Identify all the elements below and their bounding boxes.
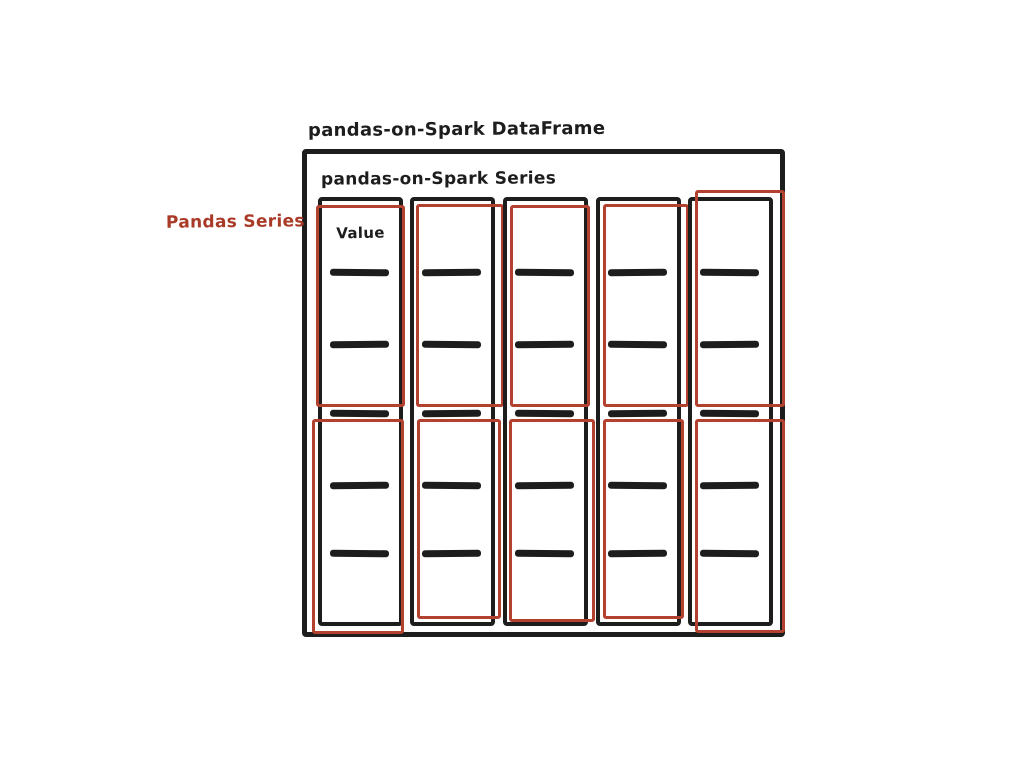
pandas-on-spark-series-label: pandas-on-Spark Series (320, 168, 557, 190)
row-dash (330, 341, 389, 349)
dataframe-column (318, 197, 403, 626)
row-dash (422, 550, 481, 558)
row-dash (422, 482, 481, 490)
row-dash (608, 482, 667, 490)
value-label: Value (336, 223, 385, 243)
row-dash (330, 269, 389, 277)
row-dash (515, 482, 574, 490)
dataframe-column (596, 197, 681, 626)
partition-outline-upper (603, 204, 689, 407)
partition-outline-upper (510, 205, 590, 407)
dataframe-title: pandas-on-Spark DataFrame (307, 117, 606, 142)
row-dash (330, 550, 389, 558)
row-dash (515, 341, 574, 349)
dataframe-column (503, 197, 588, 626)
partition-outline-upper (416, 204, 504, 407)
row-dash (608, 550, 667, 558)
row-dash (700, 341, 759, 349)
row-dash (330, 410, 389, 418)
row-dash (700, 482, 759, 490)
row-dash (422, 269, 481, 277)
row-dash (608, 269, 667, 277)
partition-outline-upper (695, 190, 785, 407)
partition-outline-lower (603, 419, 684, 619)
partition-outline-lower (417, 419, 501, 619)
row-dash (515, 550, 574, 558)
partition-outline-lower (312, 419, 404, 634)
row-dash (700, 550, 759, 558)
row-dash (422, 410, 481, 418)
row-dash (608, 410, 667, 418)
row-dash (608, 341, 667, 349)
row-dash (515, 410, 574, 418)
row-dash (515, 269, 574, 277)
partition-outline-lower (509, 419, 595, 622)
row-dash (700, 410, 759, 418)
row-dash (700, 269, 759, 277)
row-dash (422, 341, 481, 349)
partition-outline-lower (695, 419, 785, 633)
dataframe-column (410, 197, 495, 626)
pandas-series-label: Pandas Series (165, 211, 305, 233)
dataframe-column (688, 197, 773, 626)
row-dash (330, 482, 389, 490)
